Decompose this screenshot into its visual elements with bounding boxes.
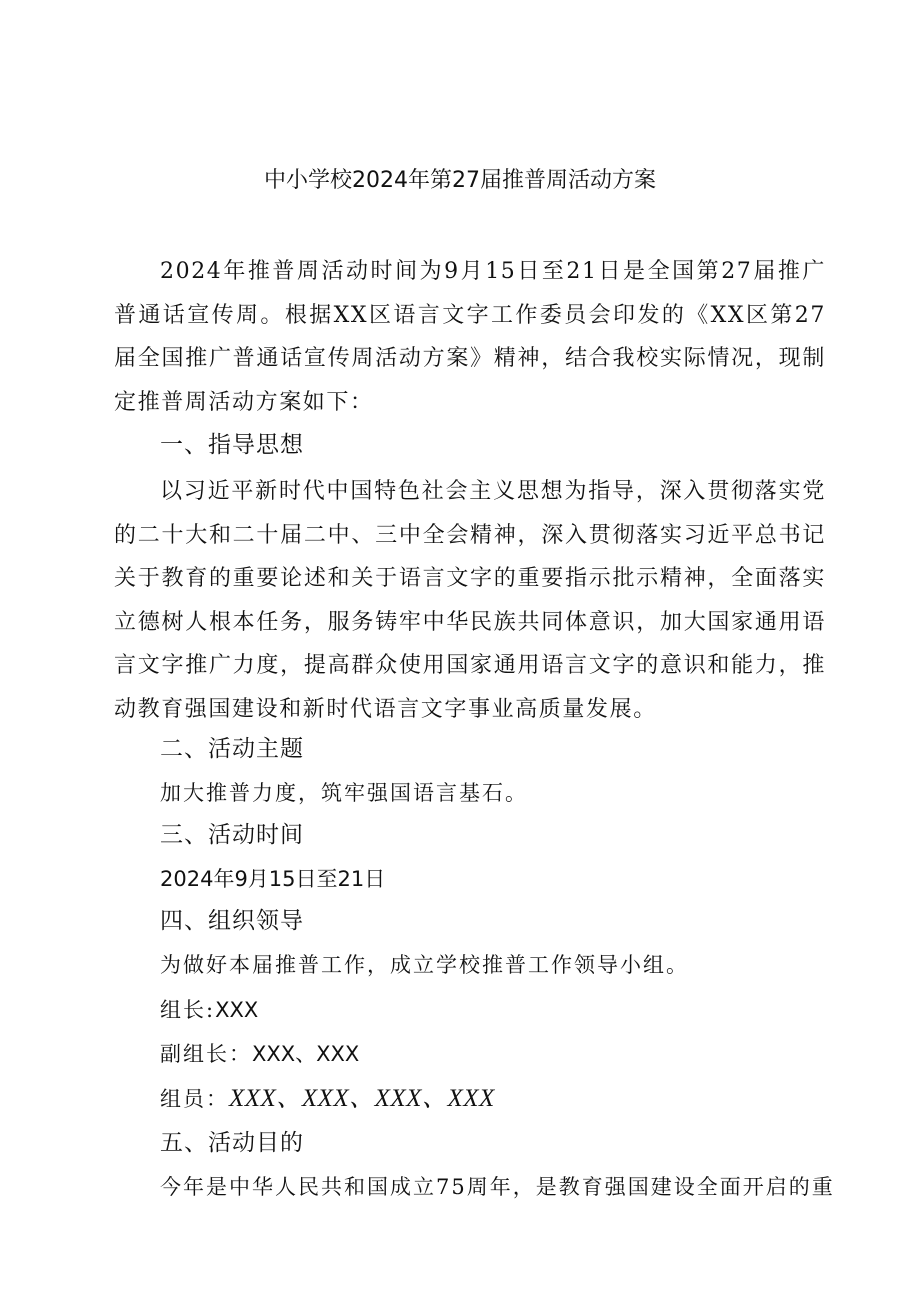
- section-heading-activity-time: 三、活动时间: [160, 822, 304, 848]
- leader-value: XXX: [215, 998, 259, 1022]
- activity-time-text: 2024年9月15日至21日: [160, 867, 386, 891]
- document-title: 中小学校2024年第27届推普周活动方案: [264, 168, 656, 193]
- leader-label: 组长:: [160, 998, 216, 1022]
- activity-theme-text: 加大推普力度，筑牢强国语言基石。: [160, 781, 528, 805]
- section-heading-organization: 四、组织领导: [160, 908, 304, 934]
- deputy-leader-value: XXX、XXX: [252, 1042, 360, 1066]
- deputy-leader-label: 副组长：: [160, 1042, 252, 1066]
- activity-purpose-text: 今年是中华人民共和国成立75周年，是教育强国建设全面开启的重: [160, 1175, 835, 1199]
- members-value: XXX、XXX、XXX、XXX: [229, 1085, 495, 1112]
- section-heading-activity-theme: 二、活动主题: [160, 736, 304, 762]
- members-line: [160, 1082, 495, 1116]
- members-label: 组员：: [160, 1087, 229, 1111]
- deputy-leader-line: [160, 1037, 359, 1071]
- guiding-ideology-paragraph: 以习近平新时代中国特色社会主义思想为指导，深入贯彻落实党的二十大和二十届二中、三中全会精神，深入贯彻落实习近平总书记关于教育的重要论述和关于语言文字的重要指示批示精神，全面落实立德树人根本任务，服务铸牢中华民族共同体意识，加大国家通用语言文字推广力度，提高群众使用国家通用语言文字的意识和能力，推动教育强国建设和新时代语言文字事业高质量发展。: [114, 479, 826, 722]
- section-heading-activity-purpose: 五、活动目的: [160, 1130, 304, 1156]
- organization-text: 为做好本届推普工作，成立学校推普工作领导小组。: [160, 953, 689, 977]
- section-heading-guiding-ideology: 一、指导思想: [160, 432, 304, 458]
- intro-paragraph: 2024年推普周活动时间为9月15日至21日是全国第27届推广普通话宣传周。根据XX区语言文字工作委员会印发的《XX区第27届全国推广普通话宣传周活动方案》精神，结合我校实际情况，现制定推普周活动方案如下：: [114, 259, 826, 415]
- leader-line: [160, 993, 258, 1027]
